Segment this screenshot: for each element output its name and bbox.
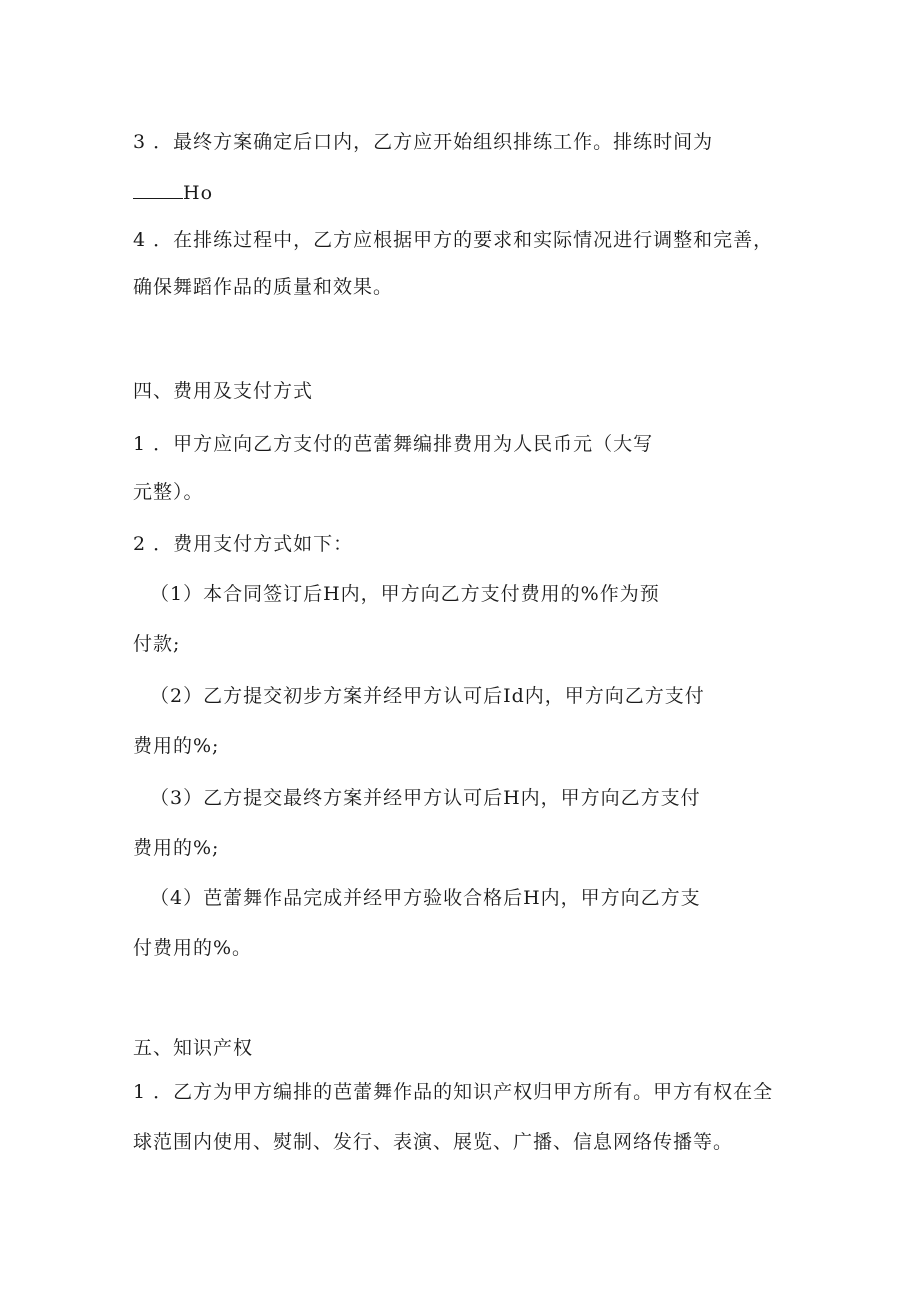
section-5-item-1-line-1: 1 ．乙方为甲方编排的芭蕾舞作品的知识产权归甲方所有。甲方有权在全 [133,1081,774,1103]
clause-4-line-2: 确保舞蹈作品的质量和效果。 [133,276,394,298]
fill-in-blank [133,180,183,199]
payment-sub-2-line-2: 费用的%; [133,735,220,757]
section-5-heading: 五、知识产权 [133,1037,254,1059]
payment-sub-1-line-2: 付款; [133,633,181,655]
payment-sub-4-line-2: 付费用的%。 [133,937,253,959]
payment-sub-3-line-2: 费用的%; [133,837,220,859]
clause-3-line-1: 3 ．最终方案确定后口内，乙方应开始组织排练工作。排练时间为 [133,131,714,153]
payment-sub-1-line-1: （1）本合同签订后H内，甲方向乙方支付费用的%作为预 [150,583,660,605]
clause-3-line-2 [133,180,213,205]
section-5-item-1-line-2: 球范围内使用、熨制、发行、表演、展览、广播、信息网络传播等。 [133,1131,734,1153]
payment-sub-4-line-1: （4）芭蕾舞作品完成并经甲方验收合格后H内，甲方向乙方支 [150,887,701,909]
clause-4-line-1: 4 ．在排练过程中，乙方应根据甲方的要求和实际情况进行调整和完善， [133,229,774,251]
section-4-item-2: 2 ．费用支付方式如下： [133,533,354,555]
clause-3-line-2-text: Ho [183,182,214,204]
section-4-item-1-line-1: 1 ．甲方应向乙方支付的芭蕾舞编排费用为人民币元（大写 [133,433,654,455]
section-4-heading: 四、费用及支付方式 [133,380,314,402]
section-4-item-1-line-2: 元整）。 [133,481,204,503]
payment-sub-3-line-1: （3）乙方提交最终方案并经甲方认可后H内，甲方向乙方支付 [150,787,701,809]
payment-sub-2-line-1: （2）乙方提交初步方案并经甲方认可后Id内，甲方向乙方支付 [150,685,705,707]
